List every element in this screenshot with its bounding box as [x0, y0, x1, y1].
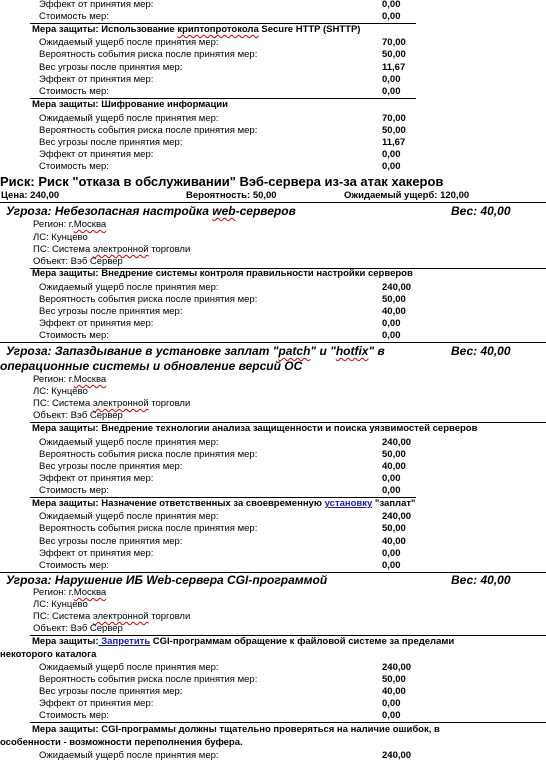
- probability-row: Вероятность события риска после принятия мер: 50,00: [39, 674, 406, 685]
- separator: [0, 342, 546, 343]
- expected-damage-row: Ожидаемый ущерб после принятия мер: 240,00: [39, 511, 412, 522]
- object-row: Объект: Вэб Сервер: [33, 410, 123, 421]
- cost-row: Стоимость мер: 0,00: [39, 161, 401, 172]
- expected-damage-row: Ожидаемый ущерб после принятия мер: 240,00: [39, 437, 412, 448]
- measure-t2b-title: Мера защиты: Назначение ответственных за своевременную установку "заплат": [32, 498, 416, 509]
- value: 0,00: [382, 11, 401, 22]
- label: Стоимость мер:: [39, 11, 109, 22]
- threat-weight-row: Вес угрозы после принятия мер: 40,00: [39, 306, 406, 317]
- ps-row: ПС: Система электронной торговли: [33, 611, 191, 622]
- cost-row: Стоимость мер: 0,00: [39, 560, 401, 571]
- measure-t3a-title-line2: некоторого каталога: [0, 649, 97, 660]
- effect-row: Эффект от принятия мер: 0,00: [39, 74, 401, 85]
- measure-t2a-title: Мера защиты: Внедрение технологии анализа защищенности и поиска уязвимостей серверов: [32, 423, 478, 434]
- label: Эффект от принятия мер:: [39, 0, 154, 10]
- separator: [0, 202, 546, 203]
- effect-row: Эффект от принятия мер: 0,00: [39, 548, 401, 559]
- measure-t3b-title: Мера защиты: CGI-программы должны тщательно проверяться на наличие ошибок, в: [32, 724, 440, 735]
- threat-weight-row: Вес угрозы после принятия мер: 40,00: [39, 536, 406, 547]
- measure-t3b-title-line2: особенности - возможности переполнения буфера.: [0, 737, 243, 748]
- threat-weight: Вес: 40,00: [451, 204, 511, 218]
- threat-2-title: Угроза: Запаздывание в установке заплат "patch" и "hotfix" в Вес: 40,00: [6, 344, 511, 358]
- expected-damage-row: Ожидаемый ущерб после принятия мер: 70,00: [39, 37, 406, 48]
- ps-row: ПС: Система электронной торговли: [33, 398, 191, 409]
- object-row: Объект: Вэб Сервер: [33, 256, 123, 267]
- measure-shttp-title: Мера защиты: Использование криптопротокола Secure HTTP (SHTTP): [32, 24, 361, 35]
- risk-title: Риск: Риск "отказа в обслуживании" Вэб-сервера из-за атак хакеров: [0, 174, 444, 189]
- ls-row: ЛС: Кунцево: [33, 386, 88, 397]
- cost-row: Стоимость мер: 0,00: [39, 86, 401, 97]
- probability-row: Вероятность события риска после принятия мер: 50,00: [39, 125, 406, 136]
- measure-t1-title: Мера защиты: Внедрение системы контроля правильности настройки серверов: [32, 268, 413, 279]
- expected-damage-row: Ожидаемый ущерб после принятия мер: 70,00: [39, 113, 406, 124]
- expected-damage-row: Ожидаемый ущерб после принятия мер: 240,00: [39, 282, 412, 293]
- separator: [30, 722, 546, 723]
- threat-weight: Вес: 40,00: [451, 573, 511, 587]
- threat-weight-row: Вес угрозы после принятия мер: 40,00: [39, 461, 406, 472]
- threat-weight: Вес: 40,00: [451, 344, 511, 358]
- object-row: Объект: Вэб Сервер: [33, 623, 123, 634]
- probability-row: Вероятность события риска после принятия мер: 50,00: [39, 49, 406, 60]
- cost-row: [0, 11, 546, 23]
- measure-t3a-title: Мера защиты: Запретить CGI-программам обращение к файловой системе за пределами: [32, 636, 455, 647]
- ls-row: ЛС: Кунцево: [33, 599, 88, 610]
- value: 0,00: [382, 0, 401, 10]
- effect-row: Эффект от принятия мер: 0,00: [39, 698, 401, 709]
- expected-damage-row: Ожидаемый ущерб после принятия мер: 240,00: [39, 750, 412, 761]
- expected-damage-row: Ожидаемый ущерб после принятия мер: 240,00: [39, 662, 412, 673]
- cost-row: Стоимость мер: 0,00: [39, 485, 401, 496]
- threat-1-title: Угроза: Небезопасная настройка web-серверов Вес: 40,00: [6, 204, 511, 218]
- region-row: Регион: г.Москва: [33, 587, 107, 598]
- probability-row: Вероятность события риска после принятия мер: 50,00: [39, 523, 406, 534]
- risk-expected-damage: Ожидаемый ущерб: 120,00: [344, 190, 470, 201]
- risk-price: Цена: 240,00: [1, 190, 60, 201]
- probability-row: Вероятность события риска после принятия мер: 50,00: [39, 294, 406, 305]
- region-row: Регион: г.Москва: [33, 219, 107, 230]
- ls-row: ЛС: Кунцево: [33, 232, 88, 243]
- cost-row: Стоимость мер: 0,00: [39, 330, 401, 341]
- threat-weight-row: Вес угрозы после принятия мер: 11,67: [39, 62, 406, 73]
- threat-weight-row: Вес угрозы после принятия мер: 40,00: [39, 686, 406, 697]
- effect-row: Эффект от принятия мер: 0,00: [39, 149, 401, 160]
- cost-row: Стоимость мер: 0,00: [39, 710, 401, 721]
- threat-2-title-line2: операционные системы и обновление версий ОС: [0, 359, 303, 373]
- region-row: Регион: г.Москва: [33, 374, 107, 385]
- ps-row: ПС: Система электронной торговли: [33, 244, 191, 255]
- effect-row: Эффект от принятия мер: 0,00: [39, 318, 401, 329]
- effect-row: Эффект от принятия мер: 0,00: [39, 473, 401, 484]
- effect-row: [0, 0, 546, 11]
- probability-row: Вероятность события риска после принятия мер: 50,00: [39, 449, 406, 460]
- threat-weight-row: Вес угрозы после принятия мер: 11,67: [39, 137, 406, 148]
- risk-probability: Вероятность: 50,00: [186, 190, 277, 201]
- threat-3-title: Угроза: Нарушение ИБ Web-сервера CGI-программой Вес: 40,00: [6, 573, 511, 587]
- measure-encrypt-title: Мера защиты: Шифрование информации: [32, 99, 228, 110]
